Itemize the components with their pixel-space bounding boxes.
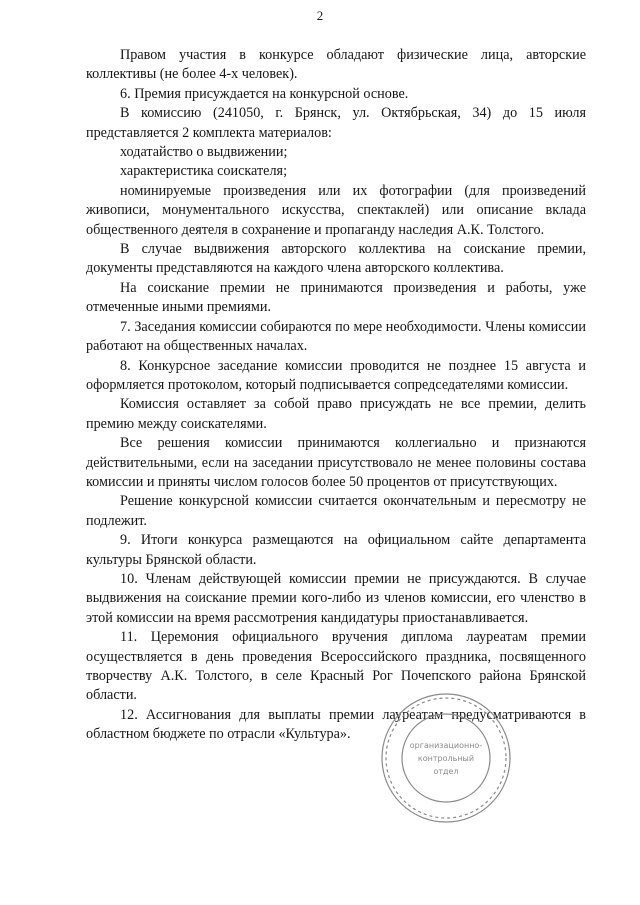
paragraph-participants: Правом участия в конкурсе обладают физические лица, авторские коллективы (не более 4-х человек). [86,47,586,83]
stamp-text-line-2: контрольный [417,754,475,763]
page-number: 2 [316,8,324,23]
stamp-text-line-1: организационно- [409,741,483,750]
paragraph-item-10: 10. Членам действующей комиссии премии не присуждаются. В случае выдвижения на соискание премии кого-либо из членов комиссии, его членство в этой комиссии на время рассмотрения кандидатуры приостанавливается. [86,570,586,626]
paragraph-submission: В комиссию (241050, г. Брянск, ул. Октябрьская, 34) до 15 июля представляется 2 комплекта материалов: [86,105,586,141]
list-item-works: номинируемые произведения или их фотографии (для произведений живописи, монументального искусства, спектаклей) или описание вклада общественного деятеля в сохранение и пропаганду наследия А.К. Толстого. [86,182,586,238]
list-item-characteristic: характеристика соискателя; [120,163,288,180]
stamp-inner-text [410,741,483,776]
official-stamp [378,690,514,826]
paragraph-decisions: Все решения комиссии принимаются коллегиально и признаются действительными, если на заседании присутствовало не менее половины состава комиссии и приняты числом голосов более 50 процентов от присутствующих. [86,435,586,490]
paragraph-not-accepted: На соискание премии не принимаются произведения и работы, уже отмеченные иными премиями. [86,279,586,316]
paragraph-final-decision: Решение конкурсной комиссии считается окончательным и пересмотру не подлежит. [86,493,586,529]
paragraph-item-7: 7. Заседания комиссии собираются по мере необходимости. Члены комиссии работают на общественных началах. [86,318,586,355]
paragraph-commission-right: Комиссия оставляет за собой право присуждать не все премии, делить премию между соискателями. [86,396,586,432]
paragraph-item-6: 6. Премия присуждается на конкурсной основе. [120,85,409,102]
paragraph-item-8: 8. Конкурсное заседание комиссии проводится не позднее 15 августа и оформляется протоколом, который подписывается сопредседателями комиссии. [86,357,586,393]
paragraph-item-9: 9. Итоги конкурса размещаются на официальном сайте департамента культуры Брянской области. [86,532,586,568]
paragraph-collective: В случае выдвижения авторского коллектива на соискание премии, документы представляются на каждого члена авторского коллектива. [86,241,586,277]
paragraph-item-11: 11. Церемония официального вручения диплома лауреатам премии осуществляется в день проведения Всероссийского праздника, посвященного творчеству А.К. Толстого, в селе Красный Рог Почепского района Брянской области. [86,629,586,704]
paragraph-item-12: 12. Ассигнования для выплаты премии лауреатам предусматриваются в областном бюджете по отрасли «Культура». [86,706,586,743]
document-body [86,46,586,745]
list-item-petition: ходатайство о выдвижении; [120,144,288,161]
stamp-text-line-3: отдел [433,767,459,776]
